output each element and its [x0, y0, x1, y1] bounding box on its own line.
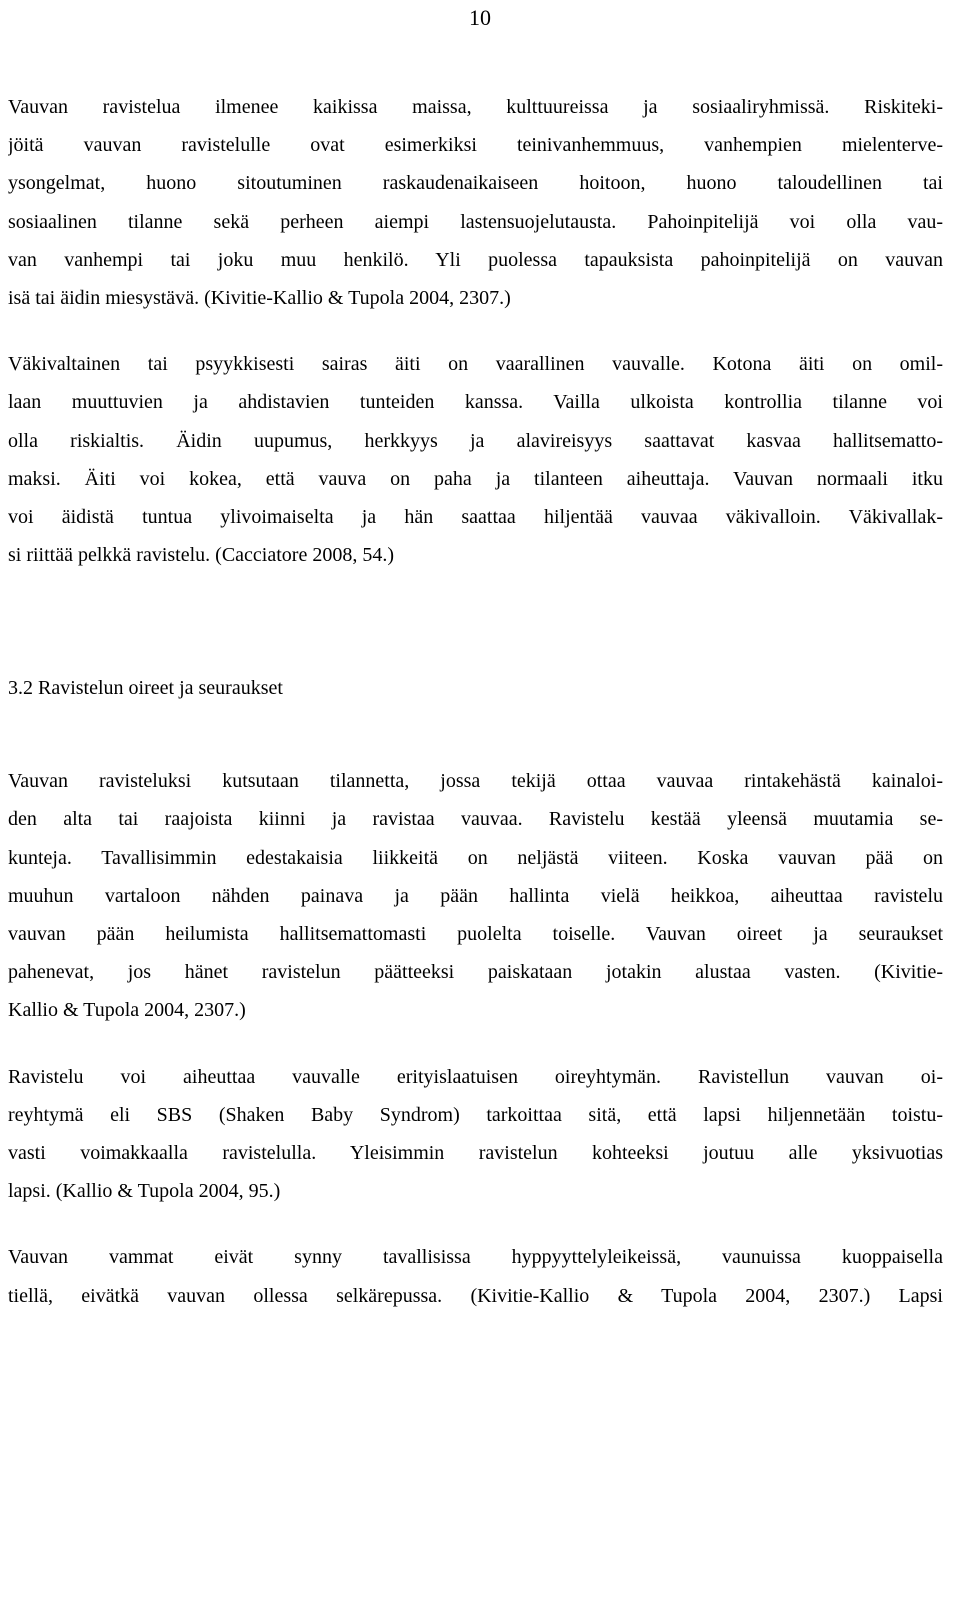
text-line: jöitä vauvan ravistelulle ovat esimerkiksi teinivanhemmuus, vanhempien mielenterve- — [8, 134, 943, 157]
section-gap — [8, 574, 943, 669]
text-line: vauvan pään heilumista hallitsemattomasti puolelta toiselle. Vauvan oireet ja seuraukset — [8, 923, 943, 945]
text-line: kunteja. Tavallisimmin edestakaisia liikkeitä on neljästä viiteen. Koska vauvan pää on — [8, 846, 943, 869]
page-number: 10 — [469, 5, 491, 30]
paragraph-gap — [8, 317, 943, 345]
text-line: vasti voimakkaalla ravistelulla. Yleisimmin ravistelun kohteeksi joutuu alle yksivuotias — [8, 1141, 943, 1164]
text-line: si riittää pelkkä ravistelu. (Cacciatore 2008, 54.) — [8, 544, 394, 567]
text-line: maksi. Äiti voi kokea, että vauva on paha ja tilanteen aiheuttaja. Vauvan normaali itku — [8, 467, 943, 490]
paragraph — [8, 1058, 943, 1211]
text-line: tiellä, eivätkä vauvan ollessa selkärepussa. (Kivitie-Kallio & Tupola 2004, 2307.) Lapsi — [8, 1284, 943, 1307]
text-line: lapsi. (Kallio & Tupola 2004, 95.) — [8, 1180, 281, 1203]
text-line: Vauvan vammat eivät synny tavallisissa hyppyyttelyleikeissä, vaunuissa kuoppaisella — [8, 1246, 943, 1269]
text-line: olla riskialtis. Äidin uupumus, herkkyys ja alavireisyys saattavat kasvaa hallitsematto- — [8, 429, 943, 452]
paragraph — [8, 345, 943, 574]
text-line: reyhtymä eli SBS (Shaken Baby Syndrom) tarkoittaa sitä, että lapsi hiljennetään toistu- — [8, 1103, 943, 1126]
text-line: sosiaalinen tilanne sekä perheen aiempi lastensuojelutausta. Pahoinpitelijä voi olla vau- — [8, 210, 943, 233]
text-line: isä tai äidin miesystävä. (Kivitie-Kallio & Tupola 2004, 2307.) — [8, 286, 511, 309]
paragraph-gap — [8, 1210, 943, 1238]
heading-gap — [8, 707, 943, 762]
text-line: ysongelmat, huono sitoutuminen raskaudenaikaiseen hoitoon, huono taloudellinen tai — [8, 172, 943, 195]
text-line: voi äidistä tuntua ylivoimaiselta ja hän saattaa hiljentää vauvaa väkivalloin. Väkivallak- — [8, 505, 943, 528]
text-line: den alta tai raajoista kiinni ja ravistaa vauvaa. Ravistelu kestää yleensä muutamia se- — [8, 808, 943, 831]
text-line: Vauvan ravistelua ilmenee kaikissa maissa, kulttuureissa ja sosiaaliryhmissä. Riskiteki- — [8, 96, 943, 118]
text-line: pahenevat, jos hänet ravistelun päätteeksi paiskataan jotakin alustaa vasten. (Kivitie- — [8, 961, 943, 984]
paragraph-gap — [8, 1030, 943, 1058]
section-heading: 3.2 Ravistelun oireet ja seuraukset — [8, 677, 283, 700]
text-line: muuhun vartaloon nähden painava ja pään hallinta vielä heikkoa, aiheuttaa ravistelu — [8, 884, 943, 907]
paragraph — [8, 1238, 943, 1314]
text-line: Ravistelu voi aiheuttaa vauvalle erityislaatuisen oireyhtymän. Ravistellun vauvan oi- — [8, 1065, 943, 1088]
paragraph — [8, 762, 943, 1029]
text-line: Kallio & Tupola 2004, 2307.) — [8, 999, 246, 1022]
text-line: laan muuttuvien ja ahdistavien tunteiden kanssa. Vailla ulkoista kontrollia tilanne voi — [8, 391, 943, 414]
paragraph — [8, 88, 943, 317]
text-line: Vauvan ravisteluksi kutsutaan tilannetta, jossa tekijä ottaa vauvaa rintakehästä kainaloi- — [8, 770, 943, 793]
text-line: Väkivaltainen tai psyykkisesti sairas äiti on vaarallinen vauvalle. Kotona äiti on omil- — [8, 353, 943, 376]
document-body — [8, 88, 943, 1315]
text-line: van vanhempi tai joku muu henkilö. Yli puolessa tapauksista pahoinpitelijä on vauvan — [8, 248, 943, 271]
